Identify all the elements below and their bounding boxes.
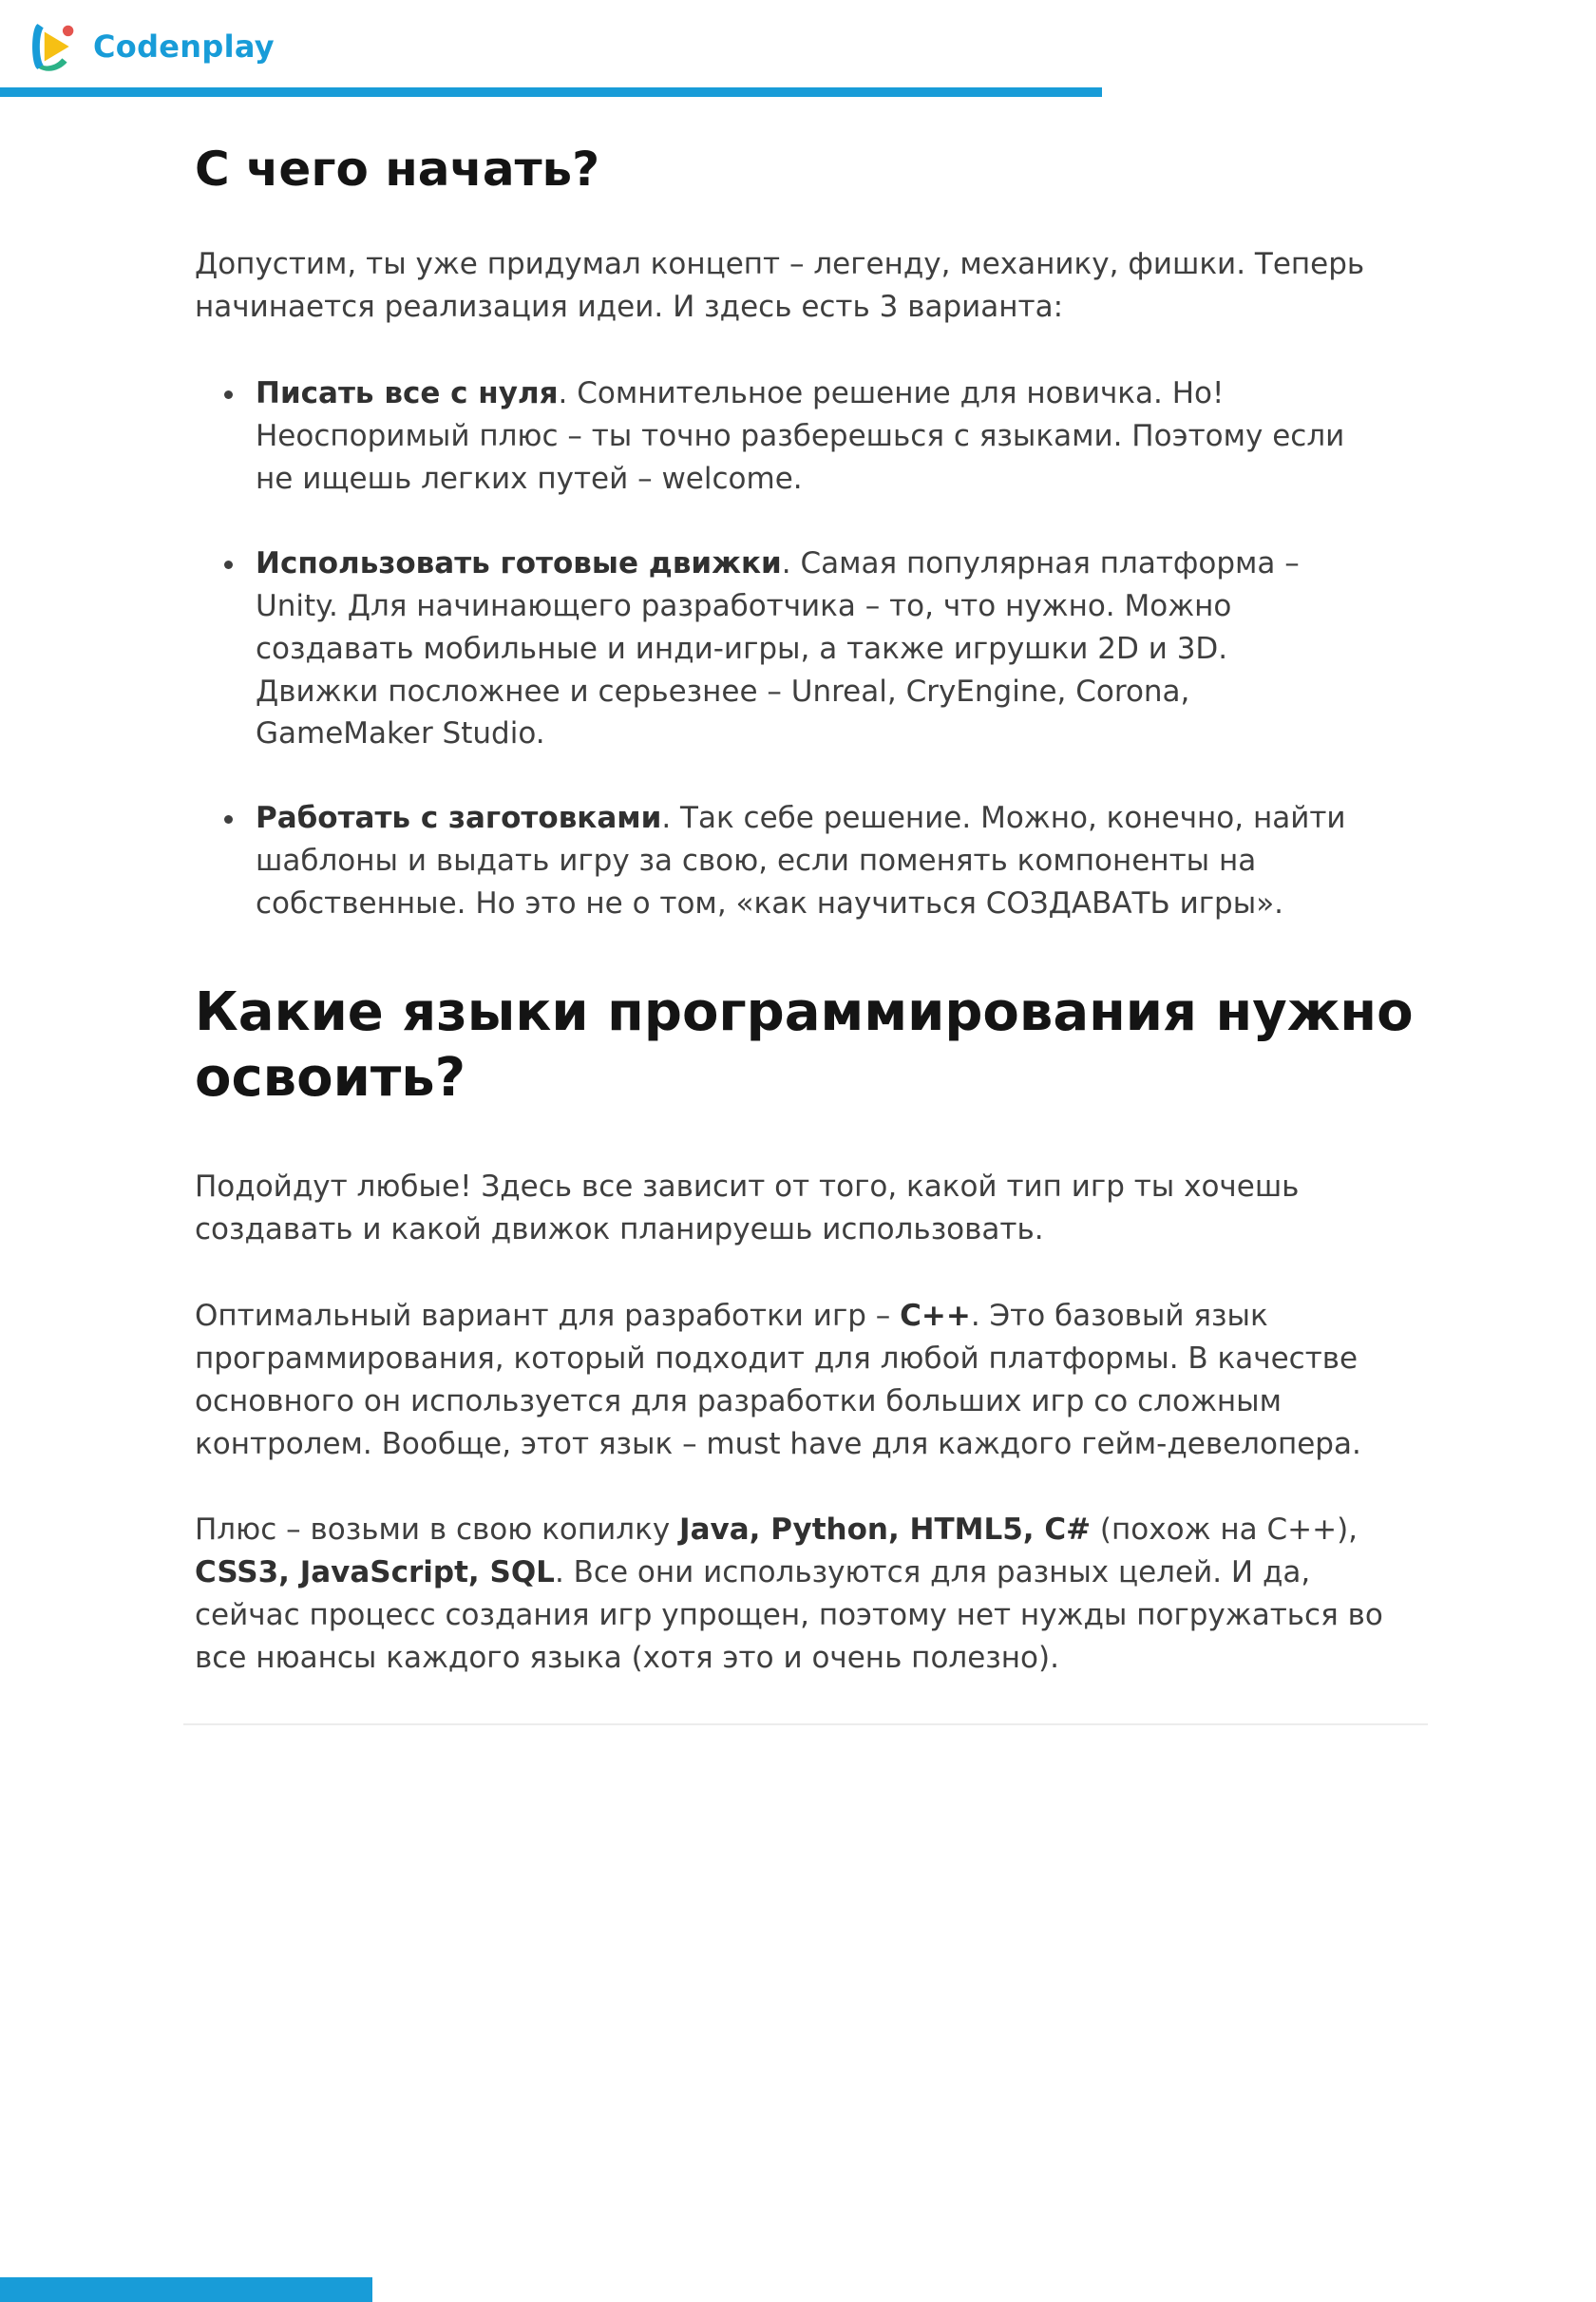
site-header <box>0 0 1596 97</box>
list-item <box>248 797 1355 925</box>
languages-paragraph-2 <box>195 1295 1401 1466</box>
text-segment: . Это базовый язык программирования, который подходит для любой платформы. В качестве основного он используется для разработки больших игр со сложным контролем. Вообще, этот язык – must have для каждого гейм-девелопера. <box>195 1298 1361 1461</box>
text-segment: Оптимальный вариант для разработки игр – <box>195 1298 901 1333</box>
text-segment-bold: Java, Python, HTML5, C# <box>679 1512 1092 1548</box>
footer-bar <box>0 2277 372 2302</box>
list-item <box>248 372 1355 501</box>
text-segment: Плюс – возьми в свою копилку <box>195 1512 680 1548</box>
list-item-lead: Работать с заготовками <box>256 801 662 836</box>
header-rule <box>0 87 1596 97</box>
codenplay-logo-icon <box>23 19 78 74</box>
heading-languages: Какие языки программирования нужно освоить? <box>195 981 1414 1109</box>
reading-progress-bar <box>0 87 1102 97</box>
options-list <box>195 372 1382 925</box>
text-segment: (похож на C++), <box>1091 1512 1358 1548</box>
text-segment-bold: CSS3, JavaScript, SQL <box>195 1555 555 1590</box>
list-item-text: . Самая популярная платформа – Unity. Для начинающего разработчика – то, что нужно. Можно создавать мобильные и инди-игры, а также игрушки 2D и 3D. Движки посложнее и серьезнее – Unreal, CryEngine, Corona, GameMaker Studio. <box>256 545 1300 751</box>
list-item-text: . Сомнительное решение для новичка. Но! Неоспоримый плюс – ты точно разберешься с языками. Поэтому если не ищешь легких путей – welcome. <box>256 375 1345 496</box>
brand-name: Codenplay <box>93 29 275 65</box>
brand-link[interactable] <box>0 0 275 87</box>
article <box>0 141 1596 1725</box>
text-segment-bold: C++ <box>900 1298 971 1333</box>
list-item <box>248 542 1355 756</box>
list-item-lead: Писать все с нуля <box>256 375 559 410</box>
languages-paragraph-1: Подойдут любые! Здесь все зависит от того, какой тип игр ты хочешь создавать и какой движок планируешь использовать. <box>195 1169 1300 1246</box>
intro-paragraph: Допустим, ты уже придумал концепт – легенду, механику, фишки. Теперь начинается реализация идеи. И здесь есть 3 варианта: <box>195 247 1365 324</box>
text-segment: . Все они используются для разных целей. И да, сейчас процесс создания игр упрощен, поэтому нет нужды погружаться во все нюансы каждого языка (хотя это и очень полезно). <box>195 1555 1383 1676</box>
list-item-text: . Так себе решение. Можно, конечно, найти шаблоны и выдать игру за свою, если поменять компоненты на собственные. Но это не о том, «как научиться СОЗДАВАТЬ игры». <box>256 801 1346 922</box>
list-item-lead: Использовать готовые движки <box>256 545 782 580</box>
languages-paragraph-3 <box>195 1509 1401 1680</box>
heading-where-to-start: С чего начать? <box>195 142 600 197</box>
content-divider <box>183 1723 1428 1725</box>
